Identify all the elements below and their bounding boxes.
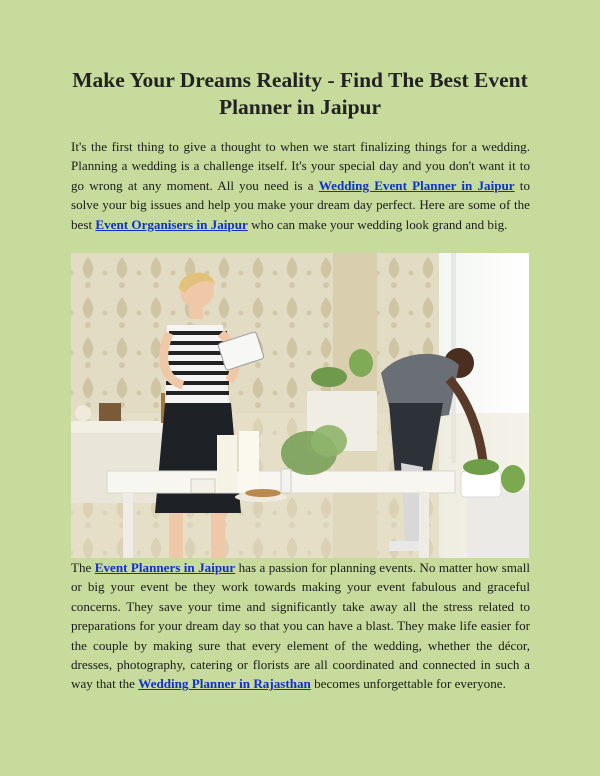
event-planner-photo	[71, 253, 529, 558]
intro-text-2: to solve your big issues and help you make your dream day perfect. Here are some of the best	[71, 177, 530, 232]
body-text-2: has a passion for planning events. No matter how small or big your event be they work towards making your event fabulous and graceful concerns. They save your time and significantly take away all the stress related to preparations for your dream day so that you can have a blast. They make life easier for the couple by making sure that every element of the wedding, whether the décor, dresses, photography, catering or florists are all coordinated and connected in such a way that the	[71, 560, 530, 692]
intro-paragraph	[71, 137, 530, 234]
body-paragraph	[71, 558, 530, 694]
body-text-3: becomes unforgettable for everyone.	[310, 676, 506, 692]
event-planners-link[interactable]: Event Planners in Jaipur	[94, 560, 236, 575]
body-text-1: The	[71, 560, 95, 575]
intro-text-1: It's the first thing to give a thought to when we start finalizing things for a wedding. Planning a wedding is a challenge itself. It's your special day and you don't want it to go wrong at any moment. All you need is a	[71, 139, 530, 193]
intro-text-3: who can make your wedding look grand and big.	[247, 216, 508, 232]
candle	[239, 431, 259, 493]
wedding-planner-rajasthan-link[interactable]: Wedding Planner in Rajasthan	[138, 676, 311, 692]
wedding-event-planner-link[interactable]: Wedding Event Planner in Jaipur	[318, 177, 515, 193]
event-organisers-link[interactable]: Event Organisers in Jaipur	[95, 216, 248, 232]
candle	[217, 435, 237, 491]
page-title: Make Your Dreams Reality - Find The Best Event Planner in Jaipur	[72, 68, 528, 119]
